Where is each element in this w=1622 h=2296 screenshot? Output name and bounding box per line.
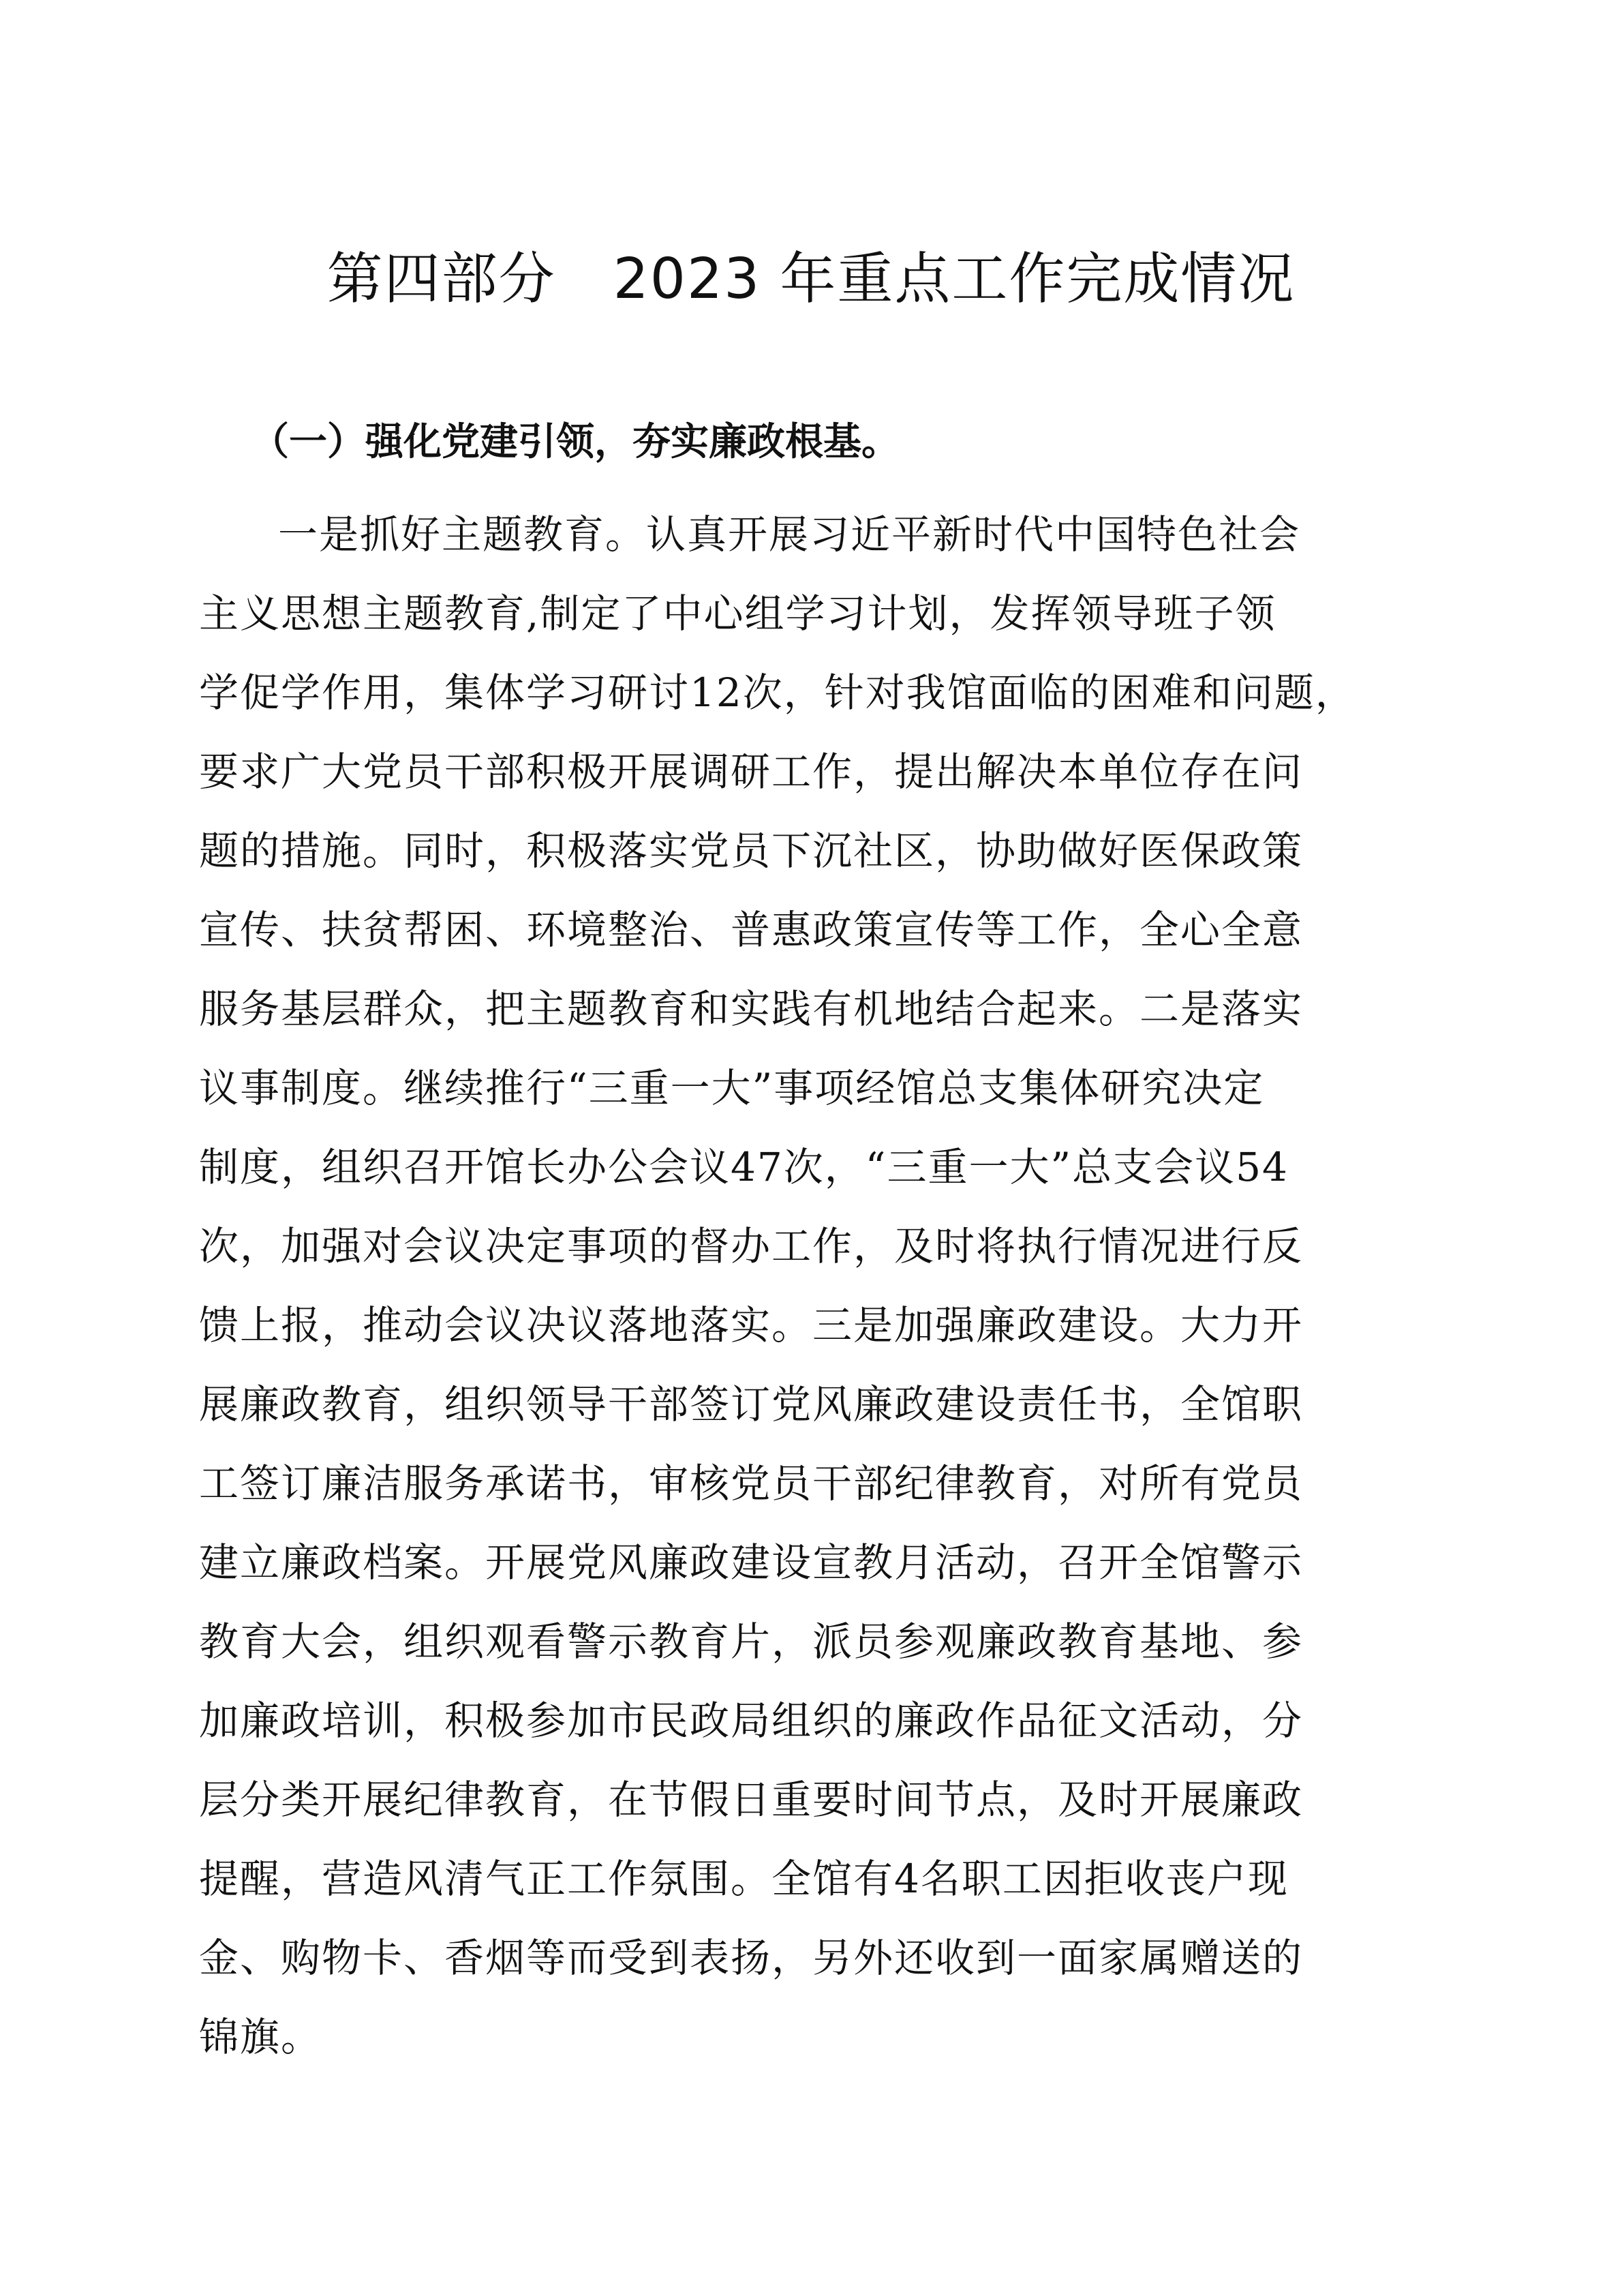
body-line: 一是抓好主题教育。认真开展习近平新时代中国特色社会 — [278, 511, 1301, 558]
body-line: 次，加强对会议决定事项的督办工作，及时将执行情况进行反 — [199, 1223, 1304, 1269]
body-line: 教育大会，组织观看警示教育片，派员参观廉政教育基地、参 — [199, 1618, 1304, 1665]
document-title: 第四部分 2023 年重点工作完成情况 — [326, 247, 1296, 312]
body-line: 题的措施。同时，积极落实党员下沉社区，协助做好医保政策 — [199, 828, 1304, 874]
body-line: 建立廉政档案。开展党风廉政建设宣教月活动，召开全馆警示 — [199, 1539, 1304, 1586]
body-line: 制度，组织召开馆长办公会议47次，“三重一大”总支会议54 — [199, 1144, 1289, 1190]
body-line: 议事制度。继续推行“三重一大”事项经馆总支集体研究决定 — [199, 1065, 1265, 1111]
body-text — [199, 495, 1480, 2076]
body-line: 加廉政培训，积极参加市民政局组织的廉政作品征文活动，分 — [199, 1697, 1304, 1744]
body-line: 服务基层群众，把主题教育和实践有机地结合起来。二是落实 — [199, 986, 1304, 1032]
body-line: 提醒，营造风清气正工作氛围。全馆有4名职工因拒收丧户现 — [199, 1856, 1289, 1902]
body-line: 展廉政教育，组织领导干部签订党风廉政建设责任书，全馆职 — [199, 1381, 1304, 1428]
body-line: 工签订廉洁服务承诺书，审核党员干部纪律教育，对所有党员 — [199, 1460, 1304, 1507]
section-heading: （一）强化党建引领，夯实廉政根基。 — [251, 419, 900, 464]
body-line: 馈上报，推动会议决议落地落实。三是加强廉政建设。大力开 — [199, 1302, 1304, 1348]
body-line: 要求广大党员干部积极开展调研工作，提出解决本单位存在问 — [199, 749, 1304, 795]
body-line: 学促学作用，集体学习研讨12次，针对我馆面临的困难和问题， — [199, 669, 1356, 716]
body-line: 宣传、扶贫帮困、环境整治、普惠政策宣传等工作，全心全意 — [199, 907, 1304, 953]
body-line: 锦旗。 — [199, 2014, 322, 2060]
body-line: 金、购物卡、香烟等而受到表扬，另外还收到一面家属赠送的 — [199, 1935, 1304, 1981]
body-line: 层分类开展纪律教育，在节假日重要时间节点，及时开展廉政 — [199, 1777, 1304, 1823]
body-line: 主义思想主题教育,制定了中心组学习计划，发挥领导班子领 — [199, 590, 1276, 637]
